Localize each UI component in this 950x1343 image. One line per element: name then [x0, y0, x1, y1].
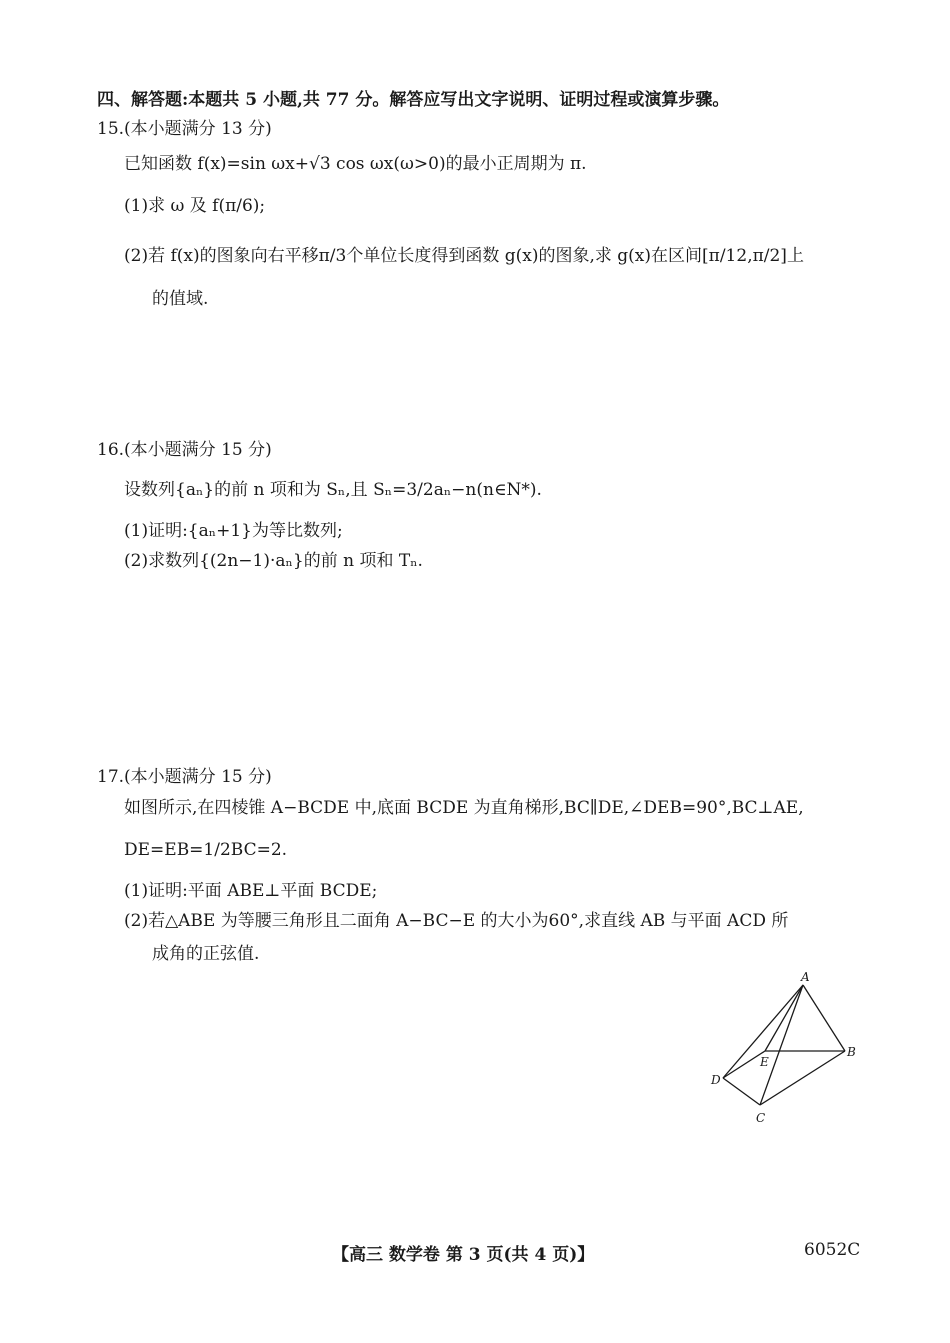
- label-B: B: [847, 1045, 856, 1059]
- edge-DC: [723, 1078, 760, 1105]
- q15-stem: 已知函数 f(x)=sin ωx+√3 cos ωx(ω>0)的最小正周期为 π.: [124, 154, 587, 174]
- edge-CB: [760, 1051, 845, 1105]
- q16-part1: (1)证明:{aₙ+1}为等比数列;: [124, 521, 343, 541]
- footer-page-info: 【高三 数学卷 第 3 页(共 4 页)】: [332, 1245, 595, 1265]
- pyramid-figure: [705, 965, 870, 1130]
- edge-AC: [760, 985, 803, 1105]
- q17-part1: (1)证明:平面 ABE⊥平面 BCDE;: [124, 881, 378, 901]
- edge-AB: [803, 985, 845, 1051]
- q17-stem: 如图所示,在四棱锥 A−BCDE 中,底面 BCDE 为直角梯形,BC∥DE,∠DEB=90°,BC⊥AE,: [124, 798, 804, 818]
- label-E: E: [760, 1055, 769, 1069]
- page-footer: [0, 1240, 950, 1264]
- q17-part2-cont: 成角的正弦值.: [152, 944, 260, 964]
- q16-header: 16.(本小题满分 15 分): [97, 440, 272, 460]
- edge-DE: [723, 1051, 765, 1078]
- q16-part2: (2)求数列{(2n−1)·aₙ}的前 n 项和 Tₙ.: [124, 551, 423, 571]
- q15-part2-cont: 的值域.: [152, 289, 209, 309]
- label-A: A: [801, 970, 810, 984]
- label-D: D: [711, 1073, 721, 1087]
- footer-exam-code: 6052C: [804, 1240, 861, 1260]
- q16-stem: 设数列{aₙ}的前 n 项和为 Sₙ,且 Sₙ=3/2aₙ−n(n∈N*).: [124, 480, 542, 500]
- section-heading: 四、解答题:本题共 5 小题,共 77 分。解答应写出文字说明、证明过程或演算步骤。: [97, 90, 730, 110]
- q15-part1: (1)求 ω 及 f(π/6);: [124, 196, 266, 216]
- q17-part2: (2)若△ABE 为等腰三角形且二面角 A−BC−E 的大小为60°,求直线 AB 与平面 ACD 所: [124, 911, 789, 931]
- q15-part2: (2)若 f(x)的图象向右平移π/3个单位长度得到函数 g(x)的图象,求 g(x)在区间[π/12,π/2]上: [124, 246, 804, 266]
- q17-stem-cont: DE=EB=1/2BC=2.: [124, 840, 288, 860]
- edge-AE: [765, 985, 803, 1051]
- q17-header: 17.(本小题满分 15 分): [97, 767, 272, 787]
- q15-header: 15.(本小题满分 13 分): [97, 119, 272, 139]
- label-C: C: [756, 1111, 766, 1125]
